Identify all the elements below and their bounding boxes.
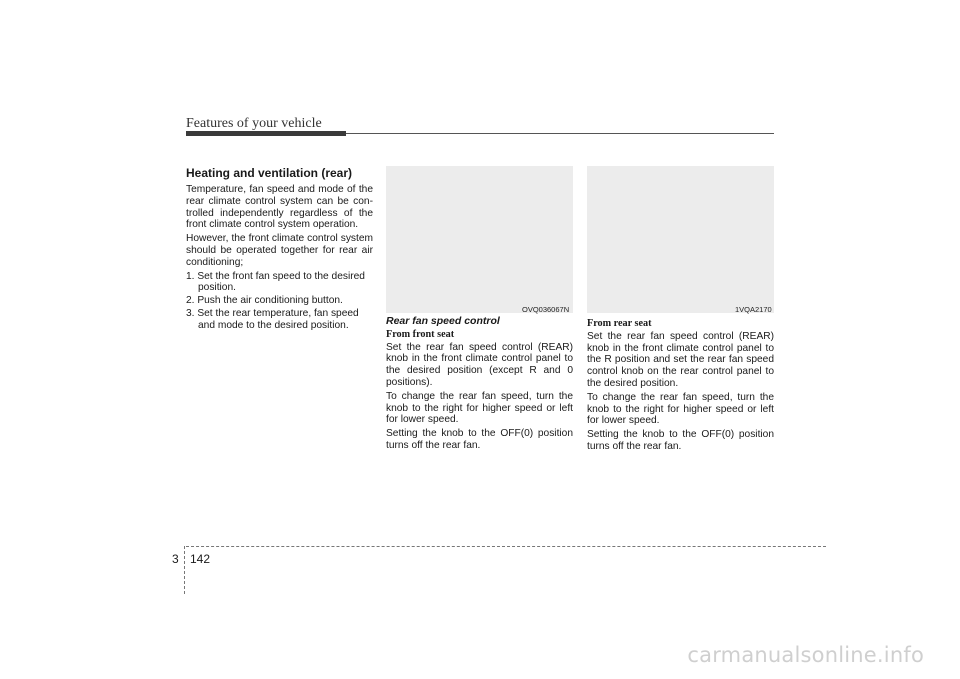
- step-item: 2. Push the air conditioning button.: [186, 295, 343, 307]
- footer-rule: [186, 546, 826, 547]
- header-rule-thick: [186, 131, 346, 136]
- paragraph: Temperature, fan speed and mode of the rear climate control system can be con-trolled independently regardless of the front climate control system operation.: [186, 184, 373, 231]
- watermark-logo: carmanualsonline.info: [687, 643, 924, 667]
- paragraph: Set the rear fan speed control (REAR) knob in the front climate control panel to the R position and set the rear fan speed control knob on the rear control panel to the desired position.: [587, 330, 774, 389]
- paragraph: Set the rear fan speed control (REAR) knob in the front climate control panel to the desired position (except R and 0 positions).: [386, 341, 573, 388]
- middle-column: [386, 316, 573, 454]
- section-heading: Heating and ventilation (rear): [186, 166, 353, 180]
- paragraph: To change the rear fan speed, turn the knob to the right for higher speed or left for lower speed.: [386, 390, 573, 426]
- subheading: Rear fan speed control: [386, 315, 500, 327]
- paragraph: However, the front climate control system should be operated together for rear air conditioning;: [186, 233, 373, 268]
- paragraph: Setting the knob to the OFF(0) position turns off the rear fan.: [587, 429, 774, 452]
- left-column: [186, 166, 373, 333]
- page-header-title: Features of your vehicle: [186, 116, 322, 131]
- chapter-number: 3: [172, 552, 179, 566]
- figure-code: OVQ036067N: [522, 305, 570, 314]
- paragraph: Setting the knob to the OFF(0) position turns off the rear fan.: [386, 428, 573, 451]
- figure-front-panel: [386, 166, 573, 313]
- heading-from-front-seat: From front seat: [386, 328, 455, 340]
- step-item: 1. Set the front fan speed to the desired position.: [186, 270, 365, 294]
- figure-rear-panel: [587, 166, 774, 313]
- figure-code: 1VQA2170: [735, 305, 772, 314]
- header-rule-thin: [346, 133, 774, 134]
- paragraph: To change the rear fan speed, turn the knob to the right for higher speed or left for lower speed.: [587, 391, 774, 427]
- page-number: 142: [190, 552, 211, 566]
- heading-from-rear-seat: From rear seat: [587, 318, 652, 329]
- footer-vertical-rule: [184, 546, 185, 594]
- right-column: [587, 318, 774, 455]
- steps-list: [186, 271, 373, 332]
- step-item: 3. Set the rear temperature, fan speed and mode to the desired position.: [186, 307, 359, 331]
